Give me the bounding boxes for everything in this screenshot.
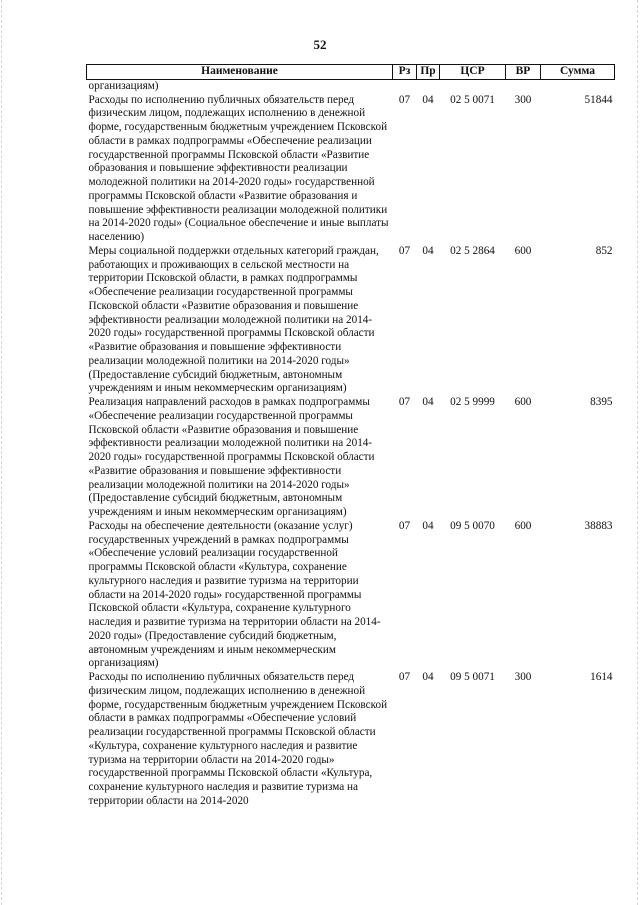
- row-sum: 8395: [590, 396, 613, 408]
- row-pr: 04: [422, 244, 434, 257]
- row-rz: 07: [398, 244, 411, 257]
- row-rz: 07: [398, 671, 411, 683]
- header-sum: Сумма: [541, 65, 615, 80]
- row-pr: 04: [422, 671, 434, 683]
- table-row: [87, 396, 615, 520]
- table-row: [87, 245, 615, 396]
- row-csr: 02 5 9999: [450, 396, 495, 408]
- row-name: Меры социальной поддержки отдельных категорий граждан, работающих и проживающих в сельской местности на территории Псковской области, в рамках подпрограммы «Обеспечение реализации государственной программы Псковской области «Развитие образования и повышение эффективности реализации молодежной политики на 2014-2020 годы» государственной программы Псковской области «Развитие образования и повышение эффективности реализации молодежной политики на 2014-2020 годы» (Предоставление субсидий бюджетным, автономным учреждениям и иным некоммерческим организациям): [88, 244, 379, 395]
- row-csr: 09 5 0070: [450, 519, 495, 532]
- row-csr: 02 5 2864: [450, 244, 495, 257]
- continuation-text: организациям): [88, 79, 159, 92]
- continuation-row: [87, 79, 615, 93]
- row-vr: 600: [514, 519, 532, 532]
- row-vr: 600: [514, 396, 532, 408]
- row-pr: 04: [422, 519, 434, 532]
- table-row: [87, 94, 615, 245]
- row-rz: 07: [398, 396, 411, 408]
- page-number: 52: [313, 37, 327, 52]
- row-pr: 04: [422, 93, 434, 106]
- header-csr: ЦСР: [440, 65, 506, 80]
- table-row: [87, 520, 615, 671]
- header-rz: Рз: [393, 65, 417, 80]
- header-vr: ВР: [506, 65, 541, 80]
- row-csr: 09 5 0071: [450, 671, 495, 683]
- row-vr: 300: [514, 93, 532, 106]
- row-sum: 38883: [584, 519, 613, 532]
- budget-table: [86, 64, 615, 809]
- row-sum: 1614: [590, 671, 613, 683]
- row-rz: 07: [398, 519, 411, 532]
- row-name: Расходы на обеспечение деятельности (оказание услуг) государственных учреждений в рамках подпрограммы «Обеспечение условий реализации государственной программы Псковской области «Культура, сохранение культурного наследия и развитие туризма на территории области на 2014-2020 годы» государственной программы Псковской области «Культура, сохранение культурного наследия и развитие туризма на территории области на 2014-2020 годы» (Предоставление субсидий бюджетным, автономным учреждениям и иным некоммерческим организациям): [88, 519, 381, 670]
- row-vr: 600: [514, 244, 532, 257]
- table-header-row: [87, 65, 615, 80]
- row-rz: 07: [398, 93, 411, 106]
- row-name: Расходы по исполнению публичных обязательств перед физическим лицом, подлежащих исполнению в денежной форме, государственным бюджетным учреждением Псковской области в рамках подпрограммы «Обеспечение условий реализации государственной программы Псковской области «Культура, сохранение культурного наследия и развитие туризма на территории области на 2014-2020 годы» государственной программы Псковской области «Культура, сохранение культурного наследия и развитие туризма на территории области на 2014-2020: [88, 671, 388, 807]
- row-name: Расходы по исполнению публичных обязательств перед физическим лицом, подлежащих исполнению в денежной форме, государственным бюджетным учреждением Псковской области в рамках подпрограммы «Обеспечение реализации государственной программы Псковской области «Развитие образования и повышение эффективности реализации молодежной политики на 2014-2020 годы» государственной программы Псковской области «Развитие образования и повышение эффективности реализации молодежной политики на 2014-2020 годы» (Социальное обеспечение и иные выплаты населению): [88, 93, 389, 243]
- scan-edge-left: [1, 0, 3, 905]
- header-name: Наименование: [87, 65, 393, 80]
- row-vr: 300: [514, 671, 532, 683]
- row-pr: 04: [422, 396, 434, 408]
- row-sum: 51844: [584, 93, 613, 106]
- row-name: Реализация направлений расходов в рамках подпрограммы «Обеспечение реализации государственной программы Псковской области «Развитие образования и повышение эффективности реализации молодежной политики на 2014-2020 годы» государственной программы Псковской области «Развитие образования и повышение эффективности реализации молодежной политики на 2014-2020 годы» (Предоставление субсидий бюджетным, автономным учреждениям и иным некоммерческим организациям): [88, 396, 375, 518]
- scan-edge-right: [637, 0, 639, 905]
- row-sum: 852: [595, 244, 613, 257]
- row-csr: 02 5 0071: [450, 93, 495, 106]
- header-pr: Пр: [417, 65, 440, 80]
- table-row: [87, 671, 615, 809]
